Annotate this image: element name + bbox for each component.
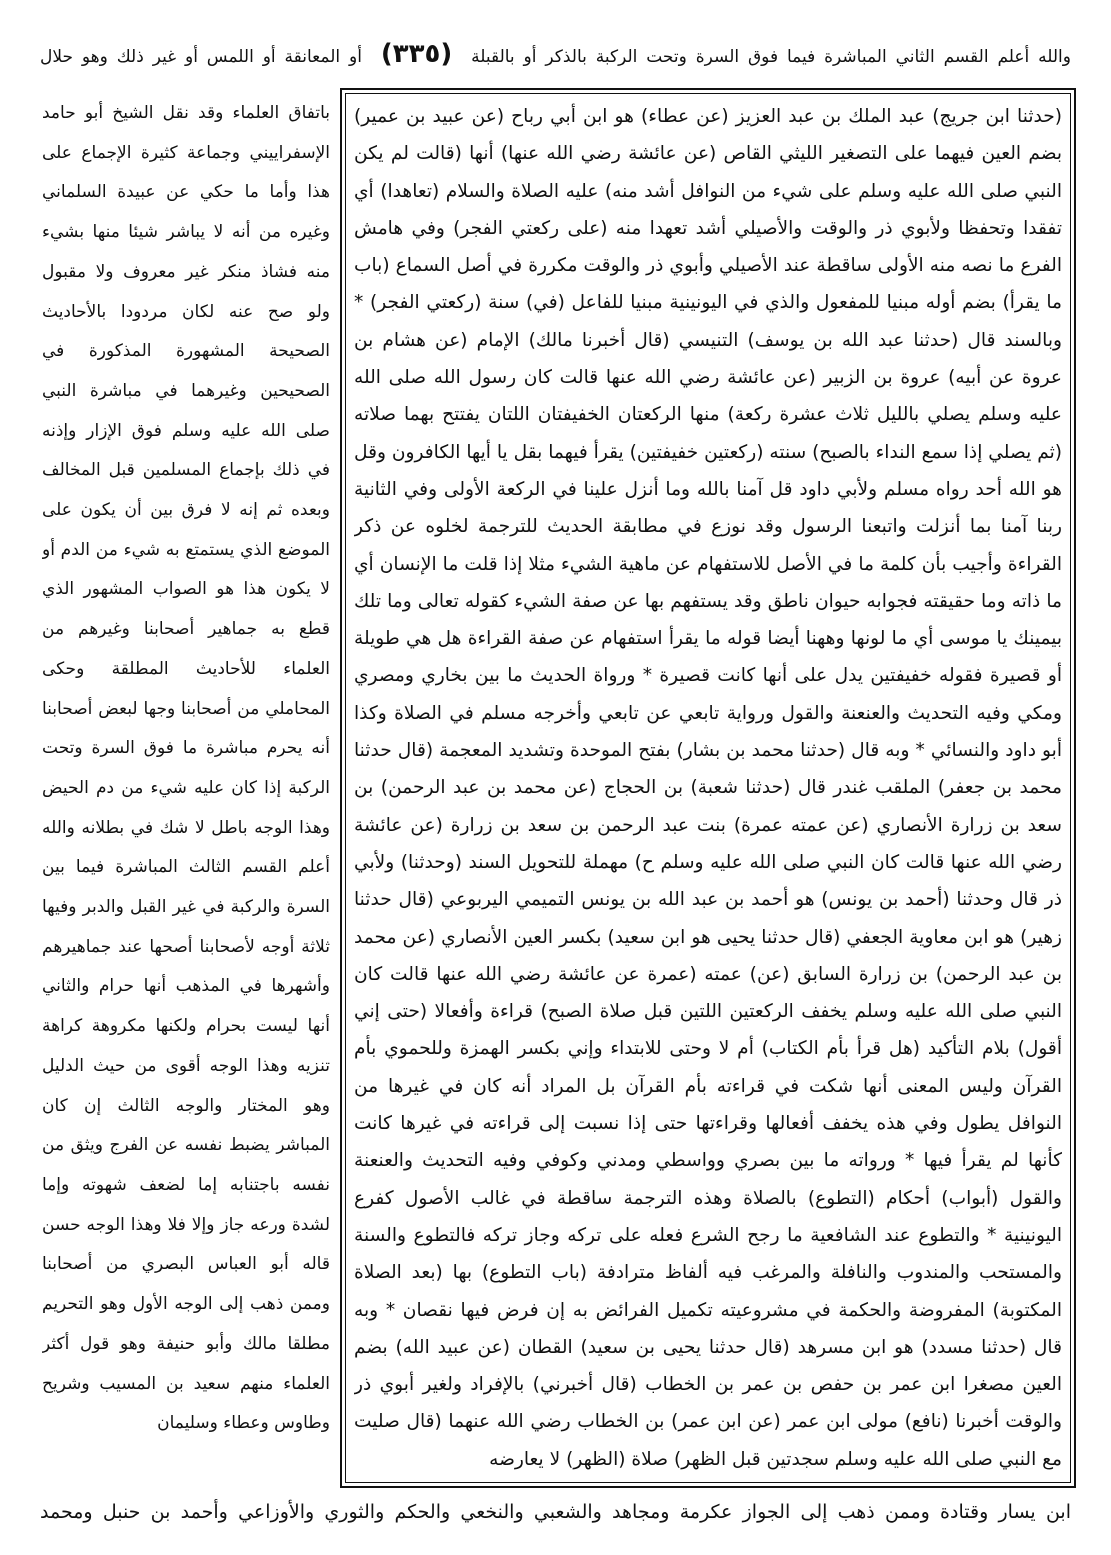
page-footer-text: ابن يسار وقتادة وممن ذهب إلى الجواز عكرمة ومجاهد والشعبي والنخعي والحكم والثوري والأوزاعي وأحمد بن حنبل ومحمد [40, 1501, 1071, 1523]
margin-commentary-text: باتفاق العلماء وقد نقل الشيخ أبو حامد الإسفراييني وجماعة كثيرة الإجماع على هذا وأما ما حكي عن عبيدة السلماني وغيره من أنه لا يباشر شيئا منها بشيء منه فشاذ منكر غير معروف ولا مقبول ولو صح عنه لكان مردودا بالأحاديث الصحيحة المشهورة المذكورة في الصحيحين وغيرهما في مباشرة النبي صلى الله عليه وسلم فوق الإزار وإذنه في ذلك بإجماع المسلمين قبل المخالف وبعده ثم إنه لا فرق بين أن يكون على الموضع الذي يستمتع به شيء من الدم أو لا يكون هذا هو الصواب المشهور الذي قطع به جماهير أصحابنا وغيرهم من العلماء للأحاديث المطلقة وحكى المحاملي من أصحابنا وجها لبعض أصحابنا أنه يحرم مباشرة ما فوق السرة وتحت الركبة إذا كان عليه شيء من دم الحيض وهذا الوجه باطل لا شك في بطلانه والله أعلم القسم الثالث المباشرة فيما بين السرة والركبة في غير القبل والدبر وفيها ثلاثة أوجه لأصحابنا أصحها عند جماهيرهم وأشهرها في المذهب أنها حرام والثاني أنها ليست بحرام ولكنها مكروهة كراهة تنزيه وهذا الوجه أقوى من حيث الدليل وهو المختار والوجه الثالث إن كان المباشر يضبط نفسه عن الفرج ويثق من نفسه باجتنابه إما لضعف شهوته وإما لشدة ورعه جاز وإلا فلا وهذا الوجه حسن قاله أبو العباس البصري من أصحابنا وممن ذهب إلى الوجه الأول وهو التحريم مطلقا مالك وأبو حنيفة وهو قول أكثر العلماء منهم سعيد بن المسيب وشريح وطاوس وعطاء وسليمان [42, 103, 330, 1434]
page-number: (٣٣٥) [380, 39, 453, 69]
main-commentary-text: (حدثنا ابن جريج) عبد الملك بن عبد العزيز (عن عطاء) هو ابن أبي رباح (عن عبيد بن عمير) بضم العين فيهما على التصغير الليثي القاص (عن عائشة رضي الله عنها) أنها (قالت لم يكن النبي صلى الله عليه وسلم على شيء من النوافل أشد منه) عليه الصلاة والسلام (تعاهدا) أي تفقدا وتحفظا ولأبوي ذر والوقت والأصيلي أشد تعهدا منه (على ركعتي الفجر) وفي هامش الفرع ما نصه منه الأولى ساقطة عند الأصيلي وأبوي ذر والوقت مكررة في أصل السماع (باب ما يقرأ) بضم أوله مبنيا للمفعول والذي في اليونينية مبنيا للفاعل (في) سنة (ركعتي الفجر) * وبالسند قال (حدثنا عبد الله بن يوسف) التنيسي (قال أخبرنا مالك) الإمام (عن هشام بن عروة عن أبيه) عروة بن الزبير (عن عائشة رضي الله عنها قالت كان رسول الله صلى الله عليه وسلم يصلي بالليل ثلاث عشرة ركعة) منها الركعتان الخفيفتان اللتان يفتتح بهما صلاته (ثم يصلي إذا سمع النداء بالصبح) سنته (ركعتين خفيفتين) يقرأ فيهما بقل يا أيها الكافرون وقل هو الله أحد رواه مسلم ولأبي داود قل آمنا بالله وما أنزل علينا في الركعة الأولى وفي الثانية ربنا آمنا بما أنزلت واتبعنا الرسول وقد نوزع في مطابقة الحديث للترجمة لخلوه عن ذكر القراءة وأجيب بأن كلمة ما في الأصل للاستفهام عن ماهية الشيء مثلا إذا قلت ما الإنسان أي ما ذاته وما حقيقته فجوابه حيوان ناطق وقد يستفهم بها عن صفة الشيء كقوله تعالى وما تلك بيمينك يا موسى أي ما لونها وههنا أيضا قوله ما يقرأ استفهام عن صفة القراءة هل هي طويلة أو قصيرة فقوله خفيفتين يدل على أنها كانت قصيرة * ورواة الحديث ما بين بخاري ومصري ومكي وفيه التحديث والعنعنة والقول ورواية تابعي عن تابعي وأخرجه مسلم في الصلاة وكذا أبو داود والنسائي * وبه قال (حدثنا محمد بن بشار) بفتح الموحدة وتشديد المعجمة (قال حدثنا محمد بن جعفر) الملقب غندر قال (حدثنا شعبة) بن الحجاج (عن محمد بن عبد الرحمن) بن سعد بن زرارة الأنصاري (عن عمته عمرة) بنت عبد الرحمن بن سعد بن زرارة (عن عائشة رضي الله عنها قالت كان النبي صلى الله عليه وسلم ح) مهملة للتحويل السند (وحدثنا) ولأبي ذر قال وحدثنا (أحمد بن يونس) هو أحمد بن عبد الله بن يونس التميمي اليربوعي (قال حدثنا زهير) هو ابن معاوية الجعفي (قال حدثنا يحيى هو ابن سعيد) بكسر العين الأنصاري (عن محمد بن عبد الرحمن) بن زرارة السابق (عن) عمته (عمرة عن عائشة رضي الله عنها قالت كان النبي صلى الله عليه وسلم يخفف الركعتين اللتين قبل صلاة الصبح) قراءة وأفعالا (حتى إني أقول) بلام التأكيد (هل قرأ بأم الكتاب) أم لا وحتى للابتداء وإني بكسر الهمزة وللحموي بأم القرآن وليس المعنى أنها شكت في قراءته بأم القرآن بل المراد أنه كان في غيرها من النوافل يطول وفي هذه يخفف أفعالها وقراءتها حتى إذا نسبت إلى قراءته في غيرها كانت كأنها لم يقرأ فيها * ورواته ما بين بصري وواسطي ومدني وكوفي وفيه التحديث والعنعنة والقول (أبواب) أحكام (التطوع) بالصلاة وهذه الترجمة ساقطة في غالب الأصول كفرع اليونينية * والتطوع عند الشافعية ما رجح الشرع فعله على تركه وجاز تركه فالتطوع والسنة والمستحب والمندوب والنافلة والمرغب فيه ألفاظ مترادفة (باب التطوع) بها (بعد الصلاة المكتوبة) المفروضة والحكمة في مشروعيته تكميل الفرائض به إن فرض فيها نقصان * وبه قال (حدثنا مسدد) هو ابن مسرهد (قال حدثنا يحيى بن سعيد) القطان (عن عبيد الله) بضم العين مصغرا ابن عمر بن حفص بن عمر بن الخطاب (قال أخبرني) بالإفراد ولغير أبوي ذر والوقت أخبرنا (نافع) مولى ابن عمر (عن ابن عمر) بن الخطاب رضي الله عنهما (قال صليت مع النبي صلى الله عليه وسلم سجدتين قبل الظهر) صلاة (الظهر) لا يعارضه [354, 106, 1062, 1470]
main-text-frame [340, 88, 1076, 1488]
page-header [40, 32, 1071, 76]
header-text-left: أو المعانقة أو اللمس أو غير ذلك وهو حلال [40, 47, 362, 67]
header-text-right: والله أعلم القسم الثاني المباشرة فيما فوق السرة وتحت الركبة بالذكر أو بالقبلة [471, 47, 1071, 67]
